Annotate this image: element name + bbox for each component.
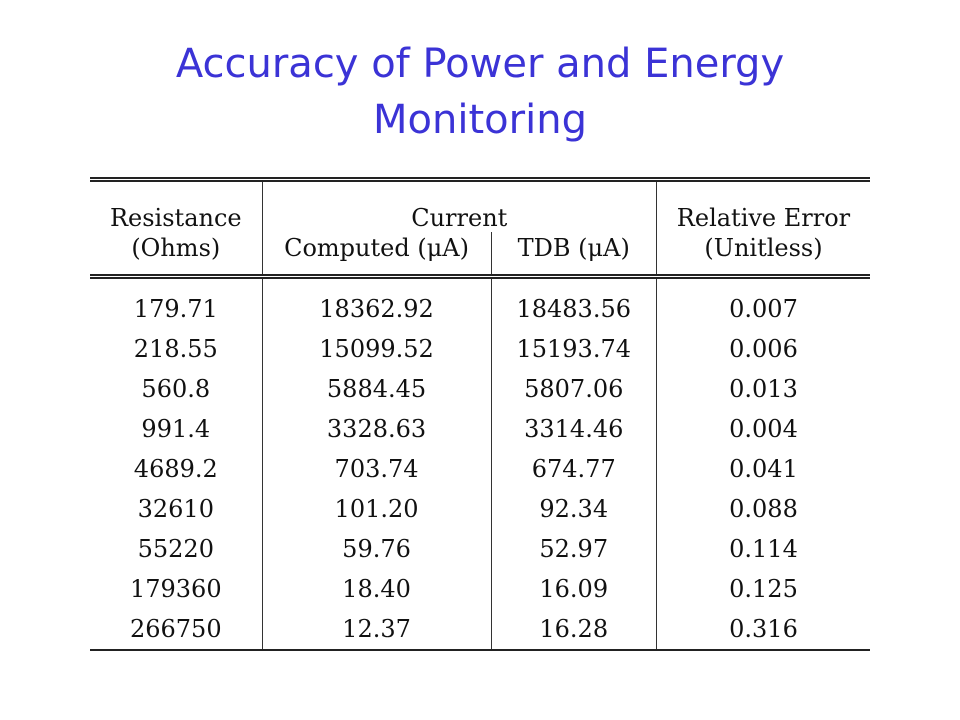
cell-relative-error: 0.004 xyxy=(729,415,798,443)
cell-relative-error: 0.125 xyxy=(729,575,798,603)
cell-tdb: 16.28 xyxy=(491,609,656,650)
table-row xyxy=(90,449,870,489)
cell-tdb: 674.77 xyxy=(491,449,656,489)
cell-tdb: 5807.06 xyxy=(491,369,656,409)
cell-relative-error: 0.088 xyxy=(729,495,798,523)
cell-resistance: 560.8 xyxy=(90,369,262,409)
slide-title-line-1: Accuracy of Power and Energy xyxy=(175,41,785,87)
cell-computed: 18.40 xyxy=(262,569,491,609)
table-body xyxy=(90,277,870,651)
cell-relative-error: 0.007 xyxy=(729,295,798,323)
cell-tdb: 15193.74 xyxy=(491,329,656,369)
table-row xyxy=(90,609,870,650)
table-row xyxy=(90,569,870,609)
header-computed: Computed (μA) xyxy=(262,232,491,277)
cell-computed: 5884.45 xyxy=(262,369,491,409)
cell-relative-error: 0.041 xyxy=(729,455,798,483)
results-table-container xyxy=(90,177,870,651)
cell-computed: 18362.92 xyxy=(262,277,491,330)
header-resistance: Resistance xyxy=(90,180,262,233)
table-row xyxy=(90,529,870,569)
cell-tdb: 18483.56 xyxy=(491,277,656,330)
header-relative-error: Relative Error xyxy=(676,204,851,232)
cell-resistance: 179.71 xyxy=(90,277,262,330)
header-resistance-unit: (Ohms) xyxy=(90,232,262,277)
cell-computed: 101.20 xyxy=(262,489,491,529)
table-row xyxy=(90,489,870,529)
cell-tdb: 3314.46 xyxy=(491,409,656,449)
cell-relative-error: 0.114 xyxy=(729,535,798,563)
cell-computed: 12.37 xyxy=(262,609,491,650)
cell-relative-error: 0.013 xyxy=(729,375,798,403)
cell-tdb: 92.34 xyxy=(491,489,656,529)
header-row-1 xyxy=(90,180,870,233)
header-relative-error-unit: (Unitless) xyxy=(704,234,823,262)
cell-resistance: 4689.2 xyxy=(90,449,262,489)
header-row-2 xyxy=(90,232,870,277)
cell-computed: 59.76 xyxy=(262,529,491,569)
header-current: Current xyxy=(262,180,656,233)
cell-computed: 15099.52 xyxy=(262,329,491,369)
header-tdb: TDB (μA) xyxy=(491,232,656,277)
cell-computed: 3328.63 xyxy=(262,409,491,449)
accuracy-table xyxy=(90,177,870,651)
cell-resistance: 266750 xyxy=(90,609,262,650)
cell-tdb: 52.97 xyxy=(491,529,656,569)
table-row xyxy=(90,409,870,449)
table-row xyxy=(90,277,870,330)
cell-resistance: 179360 xyxy=(90,569,262,609)
cell-relative-error: 0.316 xyxy=(729,615,798,643)
table-row xyxy=(90,329,870,369)
slide-title xyxy=(0,36,960,148)
table-row xyxy=(90,369,870,409)
cell-relative-error: 0.006 xyxy=(729,335,798,363)
slide-title-line-2: Monitoring xyxy=(373,97,587,143)
cell-resistance: 991.4 xyxy=(90,409,262,449)
cell-computed: 703.74 xyxy=(262,449,491,489)
cell-tdb: 16.09 xyxy=(491,569,656,609)
cell-resistance: 32610 xyxy=(90,489,262,529)
table-header xyxy=(90,180,870,277)
cell-resistance: 55220 xyxy=(90,529,262,569)
cell-resistance: 218.55 xyxy=(90,329,262,369)
